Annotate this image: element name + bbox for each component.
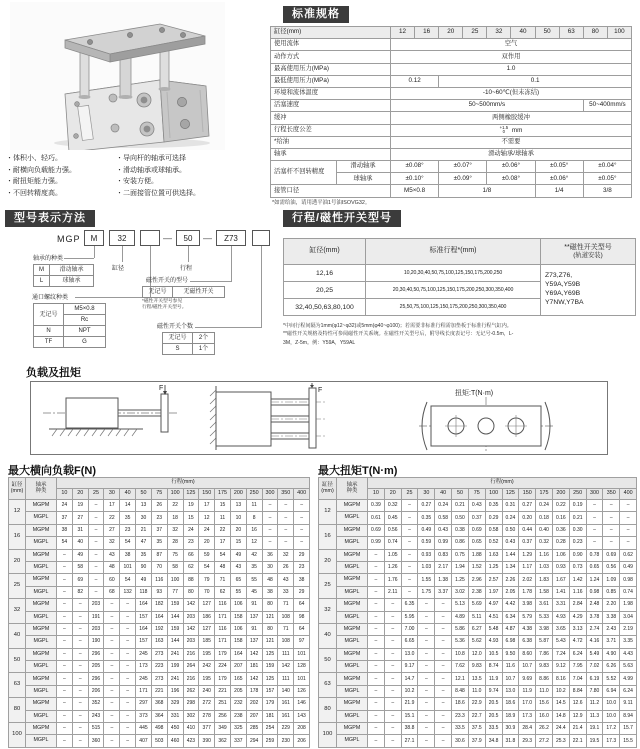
- table-row: 63 MGPM – – 14.7 – – 12.1 13.5 11.9 10.7 9.69 8.86 8.16 7.04 6.19 5.52 4.99: [319, 673, 637, 685]
- table-row: 80 MGPM – – 352 – – 297 368 329 298 272 251 232 202 179 161 146: [9, 698, 310, 710]
- table-row: 25 MGPM – 1.76 – 1.55 1.38 1.25 2.96 2.57 2.26 2.02 1.83 1.67 1.42 1.24 1.09 0.98: [319, 574, 637, 586]
- table-row: 20 MGPM – 49 – 43 38 35 87 75 66 59 54 49 42 36 32 29: [9, 549, 310, 561]
- table-row: 12,16 10,20,30,40,50,75,100,125,150,175,200,250 Z73,Z76, Y59A,Y59B Y69A,Y69B Y7NW,Y7BA: [284, 265, 636, 282]
- table-row: 无记号 M5×0.8: [34, 304, 106, 315]
- table-row: 活塞速度 50~500mm/s 50~400mm/s: [271, 100, 632, 112]
- table-row: MGPL 37 27 – 22 35 30 23 18 15 12 11 10 8 – – –: [9, 512, 310, 524]
- table-row: 16 MGPM 38 31 – 27 23 21 37 32 24 24 22 20 16 – – –: [9, 524, 310, 536]
- table-row: MGPL – – 15.1 – – 23.3 22.7 20.5 18.9 17.3 16.0 14.8 12.9 11.3 10.0 8.94: [319, 710, 637, 722]
- max-torque-table: 缸径 (mm) 轴承 种类 行程(mm) 10 20 25 30 40 50 75 100 125 150 175 200 250 300 350 400 12 MGPM 0.39 0.32 – 0.27 0.24 0.21 0.43 0.35 0.31 0.27 0.24 0.22 0.19 – – – MGPL 0.61 0.45 – 0.35 0.58 0.50 0.37 0.29 0.24 0.20 0.18 0.16 0.21 – – – 16 MGPM 0.69 0.56 – 0.49 0.43 0.38 0.69 0.58 0.50 0.44 0.40 0.36 0.30 – – – MGPL 0.99 0.74 – 0.59 0.99 0.86 0.65 0.52 0.43 0.37 0.32 0.28 0.23 – – – 20 MGPM – 1.05 – 0.93 0.83 0.75 1.88 1.63 1.44 1.29 1.16 1.06 0.90 0.78 0.69 0.62 MGPL – 1.26 – 1.03 2.17 1.94 1.52 1.25 1.34 1.17 1.03 0.93 0.73 0.65 0.56 0.49 25 MGPM – 1.76 – 1.55 1.38 1.25 2.96 2.57 2.26 2.02 1.83 1.67 1.42 1.24 1.09 0.98 MGPL – 2.11 – 1.75 3.37 3.02 2.38 1.97 2.05 1.78 1.58 1.41 1.16 0.98 0.85 0.74 32 MGPM – – 6.35 – – 5.13 5.69 4.97 4.42 3.98 3.61 3.31 2.84 2.48 2.20 1.98 MGPL – – 5.95 – – 4.89 5.11 4.51 6.34 5.79 5.33 4.93 4.29 3.78 3.38 3.04 40 MGPM – – 7.00 – – 5.86 6.27 5.48 4.87 4.38 3.98 3.65 3.13 2.74 2.43 2.19 MGPL – – 6.65 – – 5.36 5.62 4.93 6.98 6.38 5.87 5.43 4.72 4.16 3.71 3.35 50 MGPM – – 13.0 – – 10.8 12.0 10.5 9.50 8.60 7.86 7.24 6.24 5.49 4.90 4.43 MGPL – – 9.17 – – 7.62 9.83 8.74 11.6 10.7 9.83 9.12 7.95 7.02 6.26 5.63 63 MGPM – – 14.7 – – 12.1 13.5 11.9 10.7 9.69 8.86 8.16 7.04 6.19 5.52 4.99 MGPL – – 10.2 – – 8.48 11.0 9.74 13.0 11.9 11.0 10.2 8.84 7.80 6.94 6.24 80 MGPM – – 21.9 – – 18.6 22.9 20.5 18.6 17.0 15.6 14.5 12.6 11.2 10.0 9.11 MGPL – – 15.1 – – 23.3 22.7 20.5 18.9 17.3 16.0 14.8 12.9 11.3 10.0 8.94 100 MGPM – – 38.8 – – 33.5 37.5 33.5 30.9 28.4 26.2 24.4 21.4 19.1 17.2 15.7 MGPL – – 27.1 – – 30.6 37.9 34.8 31.8 29.3 27.2 25.3 22.1 19.5 17.3 15.5: [318, 477, 637, 748]
- leader-line: [188, 246, 189, 262]
- feature-item: ・ 导向杆的轴承可选择: [116, 153, 246, 165]
- feature-item: ・ 安装方便。: [116, 176, 246, 188]
- table-row: S 1个: [163, 344, 215, 355]
- torque-title: 最大扭矩T(N·m): [318, 465, 398, 477]
- lateral-load-title: 最大横向负载F(N): [8, 465, 96, 477]
- table-row: 12 MGPM 24 19 – 17 14 13 26 22 19 17 15 13 11 – – –: [9, 500, 310, 512]
- spec-footnote: *如需给油，请用透平油1号油ISOVG32。: [272, 200, 371, 206]
- col-switch: **磁性开关型号 (轨道安装): [541, 239, 636, 265]
- table-row: 活塞杆不回转精度 滑动轴承 ±0.08° ±0.07° ±0.06° ±0.05° ±0.04°: [271, 161, 632, 173]
- table-row: 缸径(mm) 12 16 20 25 32 40 50 63 80 100: [271, 27, 632, 39]
- table-row: MGPL – – 9.17 – – 7.62 9.83 8.74 11.6 10.7 9.83 9.12 7.95 7.02 6.26 5.63: [319, 661, 637, 673]
- section-header-model: 型号表示方法: [5, 210, 95, 227]
- port-thread-label: 通口螺纹种类: [32, 295, 69, 301]
- stroke-label: 行程: [180, 266, 193, 272]
- table-row: 环境和流体温度 -10~60℃(但未冻结): [271, 87, 632, 99]
- table-row: 20,25 20,30,40,50,75,100,125,150,175,200,250,300,350,400: [284, 282, 636, 299]
- table-row: 无记号 无磁性开关: [143, 287, 225, 298]
- table-row: 接管口径 M5×0.8 1/8 1/4 3/8: [271, 185, 632, 197]
- col-stroke: 标准行程*(mm): [366, 239, 541, 265]
- model-prefix: MGP: [57, 234, 81, 244]
- table-row: 轴承 滑动轴承/球轴承: [271, 148, 632, 160]
- feature-item: ・ 体积小、轻巧。: [6, 153, 116, 165]
- table-header-row: [284, 239, 636, 265]
- leader-line: [122, 246, 123, 262]
- model-box-switch-count: [252, 230, 270, 246]
- table-row: 使用流体 空气: [271, 39, 632, 51]
- table-row: 40 MGPM – – 203 – – 164 192 159 142 127 116 106 91 80 71 64: [9, 623, 310, 635]
- switch-model-note: *磁性开关型号参见 行程/磁性开关型号。: [142, 299, 187, 311]
- table-row: 40 MGPM – – 7.00 – – 5.86 6.27 5.48 4.87 4.38 3.98 3.65 3.13 2.74 2.43 2.19: [319, 623, 637, 635]
- switch-model-table: [142, 286, 225, 298]
- bearing-type-table: [33, 264, 94, 287]
- table-row: 50 MGPM – – 296 – – 245 273 241 216 195 179 164 142 125 111 101: [9, 648, 310, 660]
- section-header-stroke: 行程/磁性开关型号: [283, 210, 401, 227]
- table-row: 动作方式 双作用: [271, 51, 632, 63]
- leader-line: [94, 246, 95, 258]
- table-row: 32,40,50,63,80,100 25,50,75,100,125,150,175,200,250,300,350,400: [284, 299, 636, 316]
- table-row: MGPL – – 190 – – 157 163 144 203 185 171 158 137 121 108 97: [9, 636, 310, 648]
- feature-item: ・ 滑动轴承或球轴承。: [116, 165, 246, 177]
- torque-label: 扭矩:T(N·m): [455, 390, 494, 397]
- table-row: 行程长度公差 +1.5 0 mm: [271, 124, 632, 136]
- model-dash: —: [203, 233, 212, 243]
- product-photo: [10, 2, 225, 150]
- table-row: 100 MGPM – – 38.8 – – 33.5 37.5 33.5 30.9 28.4 26.2 24.4 21.4 19.1 17.2 15.7: [319, 723, 637, 735]
- switch-model-label: 磁性开关的型号: [146, 278, 189, 284]
- lateral-load-table: 缸径 (mm) 轴承 种类 行程(mm) 10 20 25 30 40 50 75 100 125 150 175 200 250 300 350 400 12 MGPM 24 19 – 17 14 13 26 22 19 17 15 13 11 – – – MGPL 37 27 – 22 35 30 23 18 15 12 11 10 8 – – – 16 MGPM 38 31 – 27 23 21 37 32 24 24 22 20 16 – – – MGPL 54 40 – 32 54 47 35 28 23 20 17 15 12 – – – 20 MGPM – 49 – 43 38 35 87 75 66 59 54 49 42 36 32 29 MGPL – 58 – 48 101 90 70 58 62 54 48 43 35 30 26 23 25 MGPM – 69 – 60 54 49 116 100 88 79 71 65 55 48 43 38 MGPL – 82 – 68 132 118 93 77 80 70 62 55 45 38 33 29 32 MGPM – – 203 – – 164 182 159 142 127 116 106 91 80 71 64 MGPL – – 191 – – 157 164 144 203 186 171 158 137 121 108 98 40 MGPM – – 203 – – 164 192 159 142 127 116 106 91 80 71 64 MGPL – – 190 – – 157 163 144 203 185 171 158 137 121 108 97 50 MGPM – – 296 – – 245 273 241 216 195 179 164 142 125 111 101 MGPL – – 205 – – 173 223 199 264 242 224 207 181 159 142 128 63 MGPM – – 296 – – 245 273 241 216 195 179 165 142 125 111 101 MGPL – – 206 – – 171 221 196 262 240 221 205 178 157 140 126 80 MGPM – – 352 – – 297 368 329 298 272 251 232 202 179 161 146 MGPL – – 243 – – 373 364 331 302 278 256 238 207 181 161 143 100 MGPM – – 515 – – 445 498 450 410 377 349 325 285 254 229 208 MGPL – – 360 – – 407 503 460 423 390 362 337 294 259 230 206: [8, 477, 310, 748]
- load-diagrams: [31, 382, 607, 454]
- table-row: *给油 不需要: [271, 136, 632, 148]
- port-thread-table: [33, 303, 106, 348]
- table-row: N NPT: [34, 326, 106, 337]
- table-row: M 滑动轴承: [34, 265, 94, 276]
- table-row: 25 MGPM – 69 – 60 54 49 116 100 88 79 71 65 55 48 43 38: [9, 574, 310, 586]
- table-row: L 球轴承: [34, 276, 94, 287]
- feature-item: ・ 耐扭矩能力强。: [6, 176, 116, 188]
- leader-line: [231, 246, 232, 282]
- bore-label: 缸径: [112, 266, 125, 272]
- table-row: MGPL 0.61 0.45 – 0.35 0.58 0.50 0.37 0.29 0.24 0.20 0.18 0.16 0.21 – – –: [319, 512, 637, 524]
- table-row: 100 MGPM – – 515 – – 445 498 450 410 377 349 325 285 254 229 208: [9, 723, 310, 735]
- table-row: 32 MGPM – – 203 – – 164 182 159 142 127 116 106 91 80 71 64: [9, 599, 310, 611]
- col-bore: 缸径(mm): [284, 239, 366, 265]
- model-box-bore: 32: [109, 230, 135, 246]
- table-row: 球轴承 ±0.10° ±0.09° ±0.08° ±0.06° ±0.05°: [271, 173, 632, 185]
- model-box-port: [140, 230, 160, 246]
- leader-line: [261, 246, 262, 328]
- table-row: Rc: [34, 315, 106, 326]
- table-row: 80 MGPM – – 21.9 – – 18.6 22.9 20.5 18.6 17.0 15.6 14.5 12.6 11.2 10.0 9.11: [319, 698, 637, 710]
- force-label: F: [318, 387, 323, 394]
- table-row: MGPL – 82 – 68 132 118 93 77 80 70 62 55 45 38 33 29: [9, 586, 310, 598]
- table-row: MGPL – 58 – 48 101 90 70 58 62 54 48 43 35 30 26 23: [9, 561, 310, 573]
- model-dash: —: [163, 233, 172, 243]
- table-row: 20 MGPM – 1.05 – 0.93 0.83 0.75 1.88 1.63 1.44 1.29 1.16 1.06 0.90 0.78 0.69 0.62: [319, 549, 637, 561]
- leader-line: [75, 297, 150, 298]
- table-row: MGPL – 1.26 – 1.03 2.17 1.94 1.52 1.25 1.34 1.17 1.03 0.93 0.73 0.65 0.56 0.49: [319, 561, 637, 573]
- stroke-footnotes: *中间行程间隔为1mm(φ12~φ32)或5mm(φ40~φ100)；若需要非标准行程需加垫板于标准行程气缸内。 **磁性开关规格及特性可参阅磁性开关系统。在磁性开关型号后，附导线长度表记号：无记号-0.5m，L- 3M，Z-5m。例：Y59A，Y59AL: [283, 323, 514, 346]
- table-row: MGPL – – 205 – – 173 223 199 264 242 224 207 181 159 142 128: [9, 661, 310, 673]
- section-header-spec: 标准规格: [283, 6, 349, 23]
- table-row: 12 MGPM 0.39 0.32 – 0.27 0.24 0.21 0.43 0.35 0.31 0.27 0.24 0.22 0.19 – – –: [319, 500, 637, 512]
- feature-list-left: [6, 153, 116, 199]
- table-row: MGPL – – 206 – – 171 221 196 262 240 221 205 178 157 140 126: [9, 685, 310, 697]
- force-label: F: [159, 385, 164, 392]
- table-row: MGPL – – 360 – – 407 503 460 423 390 362 337 294 259 230 206: [9, 735, 310, 747]
- model-box-bearing: M: [84, 230, 104, 246]
- table-row: 缓冲 两侧橡胶缓冲: [271, 112, 632, 124]
- table-row: 最高使用压力(MPa) 1.0: [271, 63, 632, 75]
- model-box-switch: Z73: [216, 230, 246, 246]
- feature-item: ・ 耐横向负载能力强。: [6, 165, 116, 177]
- leader-line: [64, 258, 94, 259]
- table-row: MGPL 54 40 – 32 54 47 35 28 23 20 17 15 12 – – –: [9, 537, 310, 549]
- table-row: MGPL – – 10.2 – – 8.48 11.0 9.74 13.0 11.9 11.0 10.2 8.84 7.80 6.94 6.24: [319, 685, 637, 697]
- table-row: 50 MGPM – – 13.0 – – 10.8 12.0 10.5 9.50 8.60 7.86 7.24 6.24 5.49 4.90 4.43: [319, 648, 637, 660]
- table-row: 无记号 2个: [163, 333, 215, 344]
- switch-count-label: 磁性开关个数: [157, 324, 194, 330]
- table-row: MGPL – – 27.1 – – 30.6 37.9 34.8 31.8 29.3 27.2 25.3 22.1 19.5 17.3 15.5: [319, 735, 637, 747]
- feature-item: ・ 二面接管位置可供选择。: [116, 188, 246, 200]
- load-torque-title: 负载及扭矩: [26, 367, 81, 379]
- table-row: MGPL – – 243 – – 373 364 331 302 278 256 238 207 181 161 143: [9, 710, 310, 722]
- spec-table: [270, 26, 632, 198]
- guide-cylinder-illustration: [10, 2, 225, 150]
- leader-line: [195, 327, 261, 328]
- table-row: MGPL – – 5.95 – – 4.89 5.11 4.51 6.34 5.79 5.33 4.93 4.29 3.78 3.38 3.04: [319, 611, 637, 623]
- table-row: TF G: [34, 337, 106, 348]
- model-box-stroke: 50: [176, 230, 200, 246]
- stroke-switch-table: [283, 238, 636, 316]
- table-row: 32 MGPM – – 6.35 – – 5.13 5.69 4.97 4.42 3.98 3.61 3.31 2.84 2.48 2.20 1.98: [319, 599, 637, 611]
- table-row: MGPL 0.99 0.74 – 0.59 0.99 0.86 0.65 0.52 0.43 0.37 0.32 0.28 0.23 – – –: [319, 537, 637, 549]
- feature-item: ・ 不回转精度高。: [6, 188, 116, 200]
- bearing-type-label: 轴承的种类: [33, 256, 64, 262]
- feature-list-right: [116, 153, 246, 199]
- table-row: 63 MGPM – – 296 – – 245 273 241 216 195 179 165 142 125 111 101: [9, 673, 310, 685]
- switch-count-table: [162, 332, 215, 355]
- table-row: MGPL – – 6.65 – – 5.36 5.62 4.93 6.98 6.38 5.87 5.43 4.72 4.16 3.71 3.35: [319, 636, 637, 648]
- table-row: 最低使用压力(MPa) 0.12 0.1: [271, 75, 632, 87]
- load-diagram-box: [30, 381, 608, 455]
- table-row: MGPL – 2.11 – 1.75 3.37 3.02 2.38 1.97 2.05 1.78 1.58 1.41 1.16 0.98 0.85 0.74: [319, 586, 637, 598]
- leader-line: [190, 281, 231, 282]
- table-row: MGPL – – 191 – – 157 164 144 203 186 171 158 137 121 108 98: [9, 611, 310, 623]
- table-row: 16 MGPM 0.69 0.56 – 0.49 0.43 0.38 0.69 0.58 0.50 0.44 0.40 0.36 0.30 – – –: [319, 524, 637, 536]
